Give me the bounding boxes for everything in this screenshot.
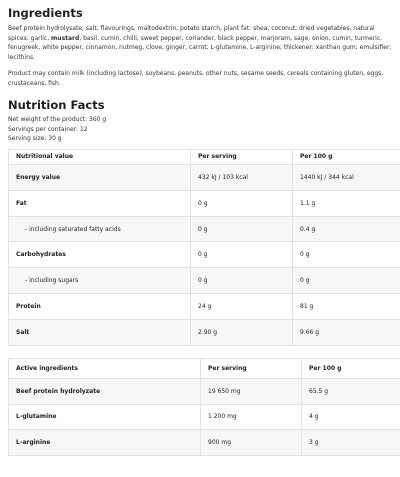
row-per100: 81 g [293,294,400,320]
table-row [9,164,400,190]
table-row [9,320,400,346]
row-name: L-arginine [9,430,201,456]
header-per-serving: Per serving [201,359,302,379]
row-per100: 9.66 g [293,320,400,346]
row-name: - including saturated fatty acids [9,216,191,242]
row-serving: 0 g [191,242,293,268]
product-meta [8,115,392,144]
row-serving: 24 g [191,294,293,320]
table-header-row [9,149,400,164]
row-serving: 0 g [191,216,293,242]
header-per-100g: Per 100 g [302,359,400,379]
allergen-note: Product may contain milk (including lactose), soybeans, peanuts, other nuts, sesame seeds, cereals containing gluten, eggs, crustaceans, fish. [8,70,384,87]
row-per100: 0 g [293,242,400,268]
table-row [9,268,400,294]
header-per-serving: Per serving [191,149,293,164]
row-per100: 0 g [293,268,400,294]
row-per100: 4 g [302,404,400,430]
table-header-row [9,359,400,379]
table-row [9,190,400,216]
header-per-100g: Per 100 g [293,149,400,164]
row-name: Protein [9,294,191,320]
servings-per-container: Servings per container: 12 [8,125,88,133]
table-row [9,294,400,320]
allergen-mustard: mustard [51,34,80,42]
serving-size: Serving size: 30 g [8,135,62,143]
ingredients-text-a: Beef protein hydrolysate; salt, flavourings, maltodextrin, potato starch, plant fat: shea, coconut; dried vegetables, natural spices: garlic, [8,25,375,42]
ingredients-text-b: , basil, cumin, chilli, sweet pepper, coriander, black pepper, marjoram, sage, onion, cumin, turmeric, fenugreek, white pepper, cinnamon, nutmeg, clove, ginger, carrot; L-glutamine, L-arginine; thickener: xanthan gum; emulsifier: lecithins. [8,34,392,61]
row-per100: 1440 kJ / 344 kcal [293,164,400,190]
row-name: Energy value [9,164,191,190]
row-serving: 1 200 mg [201,404,302,430]
header-nutritional-value: Nutritional value [9,149,191,164]
row-serving: 2.90 g [191,320,293,346]
table-row [9,404,400,430]
row-per100: 3 g [302,430,400,456]
row-name: L-glutamine [9,404,201,430]
header-active-ingredients: Active ingredients [9,359,201,379]
row-name: Beef protein hydrolyzate [9,379,201,405]
nutrition-table [8,149,400,346]
active-ingredients-table [8,358,400,456]
ingredients-title: Ingredients [8,6,83,20]
row-name: Salt [9,320,191,346]
ingredients-text [8,24,392,62]
row-name: Carbohydrates [9,242,191,268]
row-per100: 0.4 g [293,216,400,242]
table-row [9,379,400,405]
row-per100: 65.5 g [302,379,400,405]
table-row [9,430,400,456]
row-name: Fat [9,190,191,216]
row-serving: 0 g [191,190,293,216]
net-weight: Net weight of the product: 360 g [8,116,107,123]
row-per100: 1.1 g [293,190,400,216]
row-serving: 0 g [191,268,293,294]
row-serving: 432 kJ / 103 kcal [191,164,293,190]
nutrition-title: Nutrition Facts [8,98,105,112]
row-name: - including sugars [9,268,191,294]
table-row [9,242,400,268]
table-row [9,216,400,242]
row-serving: 19 650 mg [201,379,302,405]
row-serving: 900 mg [201,430,302,456]
